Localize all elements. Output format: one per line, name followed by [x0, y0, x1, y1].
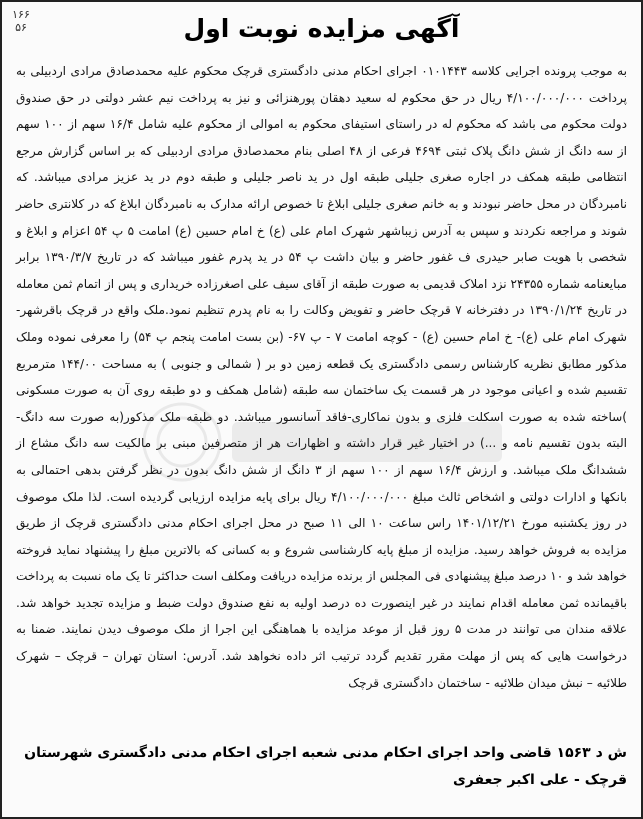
corner-stamp: ۱۶۶ ۵۶ [12, 8, 30, 34]
notice-body [16, 58, 627, 696]
signature-block [16, 740, 627, 794]
signature-line-2: قرچک - علی اکبر جعفری [452, 772, 627, 788]
notice-body-text: به موجب پرونده اجرایی کلاسه ۰۱۰۱۴۴۳ اجرای احکام مدنی دادگستری قرچک محکوم علیه محمدصادق مرادی اردبیلی به پرداخت ۴/۱۰۰/۰۰۰/۰۰۰ ریال در حق محکوم له سعید دهقان پورهنزائی و نیز به پرداخت نیم عشر دولتی در حق صندوق دولت محکوم می باشد که محکوم له در راستای استیفای محکوم به اموالی از محکوم علیه شامل ۱۶/۴ سهم از ۱۰۰ سهم از سه دانگ از شش دانگ پلاک ثبتی ۴۶۹۴ فرعی از ۴۸ اصلی بنام محمدصادق مرادی اردبیلی که بر اساس گزارش مرجع انتظامی طبقه همکف در اجاره صغری جلیلی طبقه اول در ید ناصر جلیلی و طبقه دوم در ید عزیز مرادی میباشد. که نامبردگان در محل حاضر نبودند و به خانم صغری جلیلی ابلاغ تا خصوص ارائه مدارک به نامبردگان ابلاغ که در کلانتری حاضر شوند و مراجعه نکردند و سپس به آدرس زیباشهر شهرک امام علی (ع) خ امام حسین (ع) امامت ۵ پ ۵۴ اعزام و ابلاغ و شخصی با هویت صابر حیدری ف غفور حاضر و بیان داشت پ ۵۴ در ید پدرم غفور میباشد که در تاریخ ۱۳۹۰/۳/۷ برابر مبایعنامه شماره ۲۴۳۵۵ نزد املاک قدیمی به صورت طبقه از آقای سیف علی اصغرزاده خریداری و پس از اتمام ثمن معامله در تاریخ ۱۳۹۰/۱/۲۴ در دفترخانه ۷ قرچک حاضر و تفویض وکالت را به نام پدرم تنظیم نمود.ملک واقع در قرچک باقرشهر- شهرک امام علی (ع)- خ امام حسین (ع) - کوچه امامت ۷ - پ ۶۷- (بن بست امامت پنجم پ ۵۴) را معرفی نموده وملک مذکور مطابق نظریه کارشناس رسمی دادگستری یک قطعه زمین دو بر ( شمالی و جنوبی ) به مساحت ۱۴۴/۰۰ مترمربع تقسیم شده و اعیانی موجود در هر قسمت یک ساختمان سه طبقه (شامل همکف و دو طبقه روی آن به صورت مسکونی )ساخته شده به صورت اسکلت فلزی و بدون نماکاری-فاقد آسانسور میباشد. دو طبقه ملک مذکور(به صورت سه دانگ- البته بدون تقسیم نامه و ...) در اختیار غیر قرار داشته و اظهارات هر از متصرفین مبنی بر مالکیت سه دانگ مشاع از ششدانگ ملک میباشد. و ارزش ۱۶/۴ سهم از ۱۰۰ سهم از ۳ دانگ از شش دانگ بدون در نظر گرفتن بدهی احتمالی به بانکها و ادارات دولتی و اشخاص ثالث مبلغ ۴/۱۰۰/۰۰۰/۰۰۰ ریال برای پایه مزایده ارزیابی گردیده است. لذا ملک موصوف در روز یکشنبه مورخ ۱۴۰۱/۱۲/۲۱ راس ساعت ۱۰ الی ۱۱ صبح در محل اجرای احکام مدنی دادگستری قرچک از طریق مزایده به فروش خواهد رسید. مزایده از مبلغ پایه کارشناسی شروع و به کسانی که بالاترین مبلغ را پیشنهاد نماید فروخته خواهد شد و ۱۰ درصد مبلغ پیشنهادی فی المجلس از برنده مزایده دریافت ومکلف است حداکثر تا یک ماه نسبت به پرداخت باقیمانده ثمن معامله اقدام نمایند در غیر اینصورت ده درصد اولیه به نفع صندوق دولت ضبط و مزایده تجدید خواهد شد. علاقه مندان می توانند در مدت ۵ روز قبل از موعد مزایده با هماهنگی این اجرا از ملک موصوف دیدن نمایند. ضمنا به درخواست هایی که پس از مهلت مقرر تقدیم گردد ترتیب اثر داده نخواهد شد. آدرس: استان تهران – قرچک – شهرک طلائیه – نبش میدان طلائیه - ساختمان دادگستری قرچک [16, 64, 628, 690]
signature-line-1: ش د ۱۵۶۳ قاضی واحد اجرای احکام مدنی شعبه اجرای احکام مدنی دادگستری شهرستان [24, 745, 627, 761]
notice-title: آگهی مزایده نوبت اول [183, 14, 460, 43]
